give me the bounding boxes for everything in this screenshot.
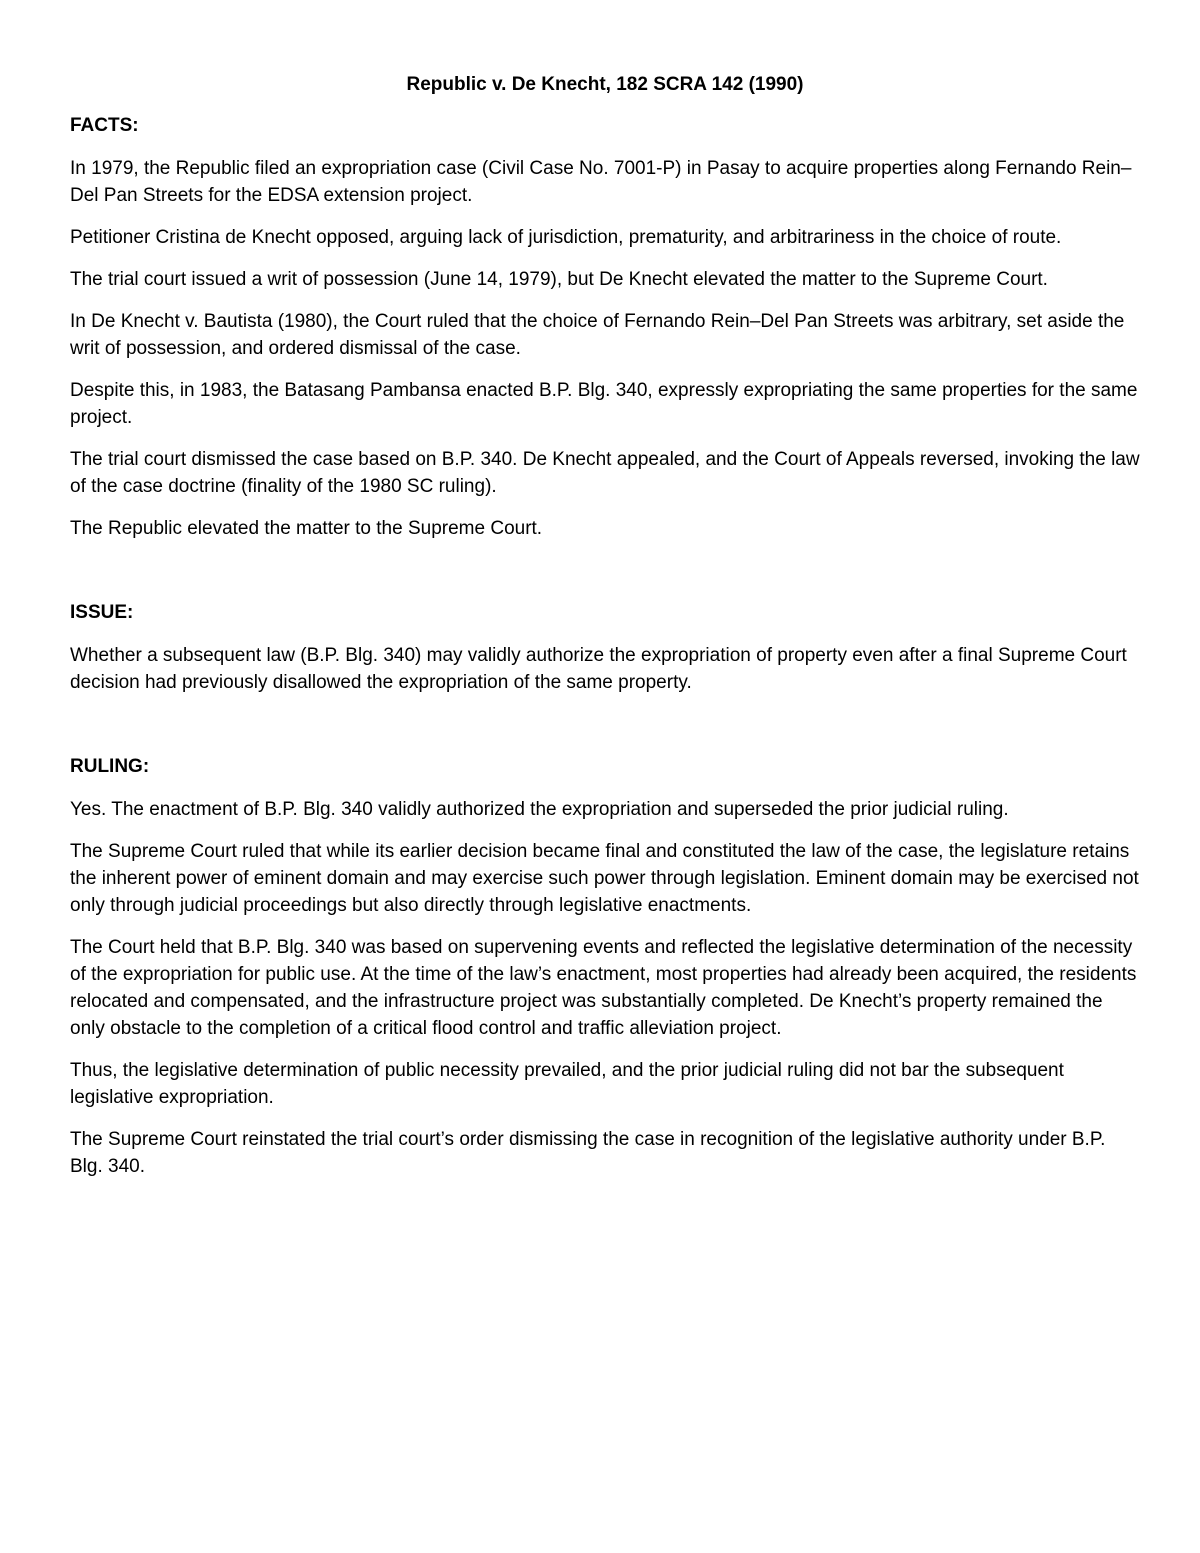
facts-paragraph: The Republic elevated the matter to the Supreme Court. [70,518,543,539]
facts-paragraph: The trial court dismissed the case based on B.P. 340. De Knecht appealed, and the Court of Appeals reversed, invoking the law of the case doctrine (finality of the 1980 SC ruling). [70,449,1140,497]
ruling-section [70,753,1140,1180]
ruling-paragraph: Thus, the legislative determination of public necessity prevailed, and the prior judicial ruling did not bar the subsequent legislative expropriation. [70,1060,1064,1108]
facts-heading: FACTS: [70,115,139,136]
section-spacer [70,557,1140,599]
ruling-paragraph: The Supreme Court reinstated the trial court’s order dismissing the case in recognition of the legislative authority under B.P. Blg. 340. [70,1129,1106,1177]
ruling-paragraph: Yes. The enactment of B.P. Blg. 340 validly authorized the expropriation and superseded the prior judicial ruling. [70,799,1009,820]
issue-paragraph: Whether a subsequent law (B.P. Blg. 340) may validly authorize the expropriation of property even after a final Supreme Court decision had previously disallowed the expropriation of the same property. [70,645,1127,693]
issue-heading: ISSUE: [70,602,134,623]
facts-paragraph: The trial court issued a writ of possession (June 14, 1979), but De Knecht elevated the matter to the Supreme Court. [70,269,1048,290]
facts-paragraph: In 1979, the Republic filed an expropriation case (Civil Case No. 7001-P) in Pasay to acquire properties along Fernando Rein–Del Pan Streets for the EDSA extension project. [70,158,1132,206]
document-page [70,72,1140,1195]
ruling-paragraph: The Court held that B.P. Blg. 340 was based on supervening events and reflected the legislative determination of the necessity of the expropriation for public use. At the time of the law’s enactment, most properties had already been acquired, the residents relocated and compensated, and the infrastructure project was substantially completed. De Knecht’s property remained the only obstacle to the completion of a critical flood control and traffic alleviation project. [70,937,1137,1039]
document-title: Republic v. De Knecht, 182 SCRA 142 (1990) [406,74,804,95]
facts-paragraph: Despite this, in 1983, the Batasang Pambansa enacted B.P. Blg. 340, expressly expropriating the same properties for the same project. [70,380,1138,428]
facts-paragraph: In De Knecht v. Bautista (1980), the Court ruled that the choice of Fernando Rein–Del Pan Streets was arbitrary, set aside the writ of possession, and ordered dismissal of the case. [70,311,1125,359]
facts-section [70,112,1140,542]
ruling-paragraph: The Supreme Court ruled that while its earlier decision became final and constituted the law of the case, the legislature retains the inherent power of eminent domain and may exercise such power through legislation. Eminent domain may be exercised not only through judicial proceedings but also directly through legislative enactments. [70,841,1139,916]
issue-section [70,599,1140,696]
ruling-heading: RULING: [70,756,150,777]
section-spacer [70,711,1140,753]
facts-paragraph: Petitioner Cristina de Knecht opposed, arguing lack of jurisdiction, prematurity, and arbitrariness in the choice of route. [70,227,1062,248]
